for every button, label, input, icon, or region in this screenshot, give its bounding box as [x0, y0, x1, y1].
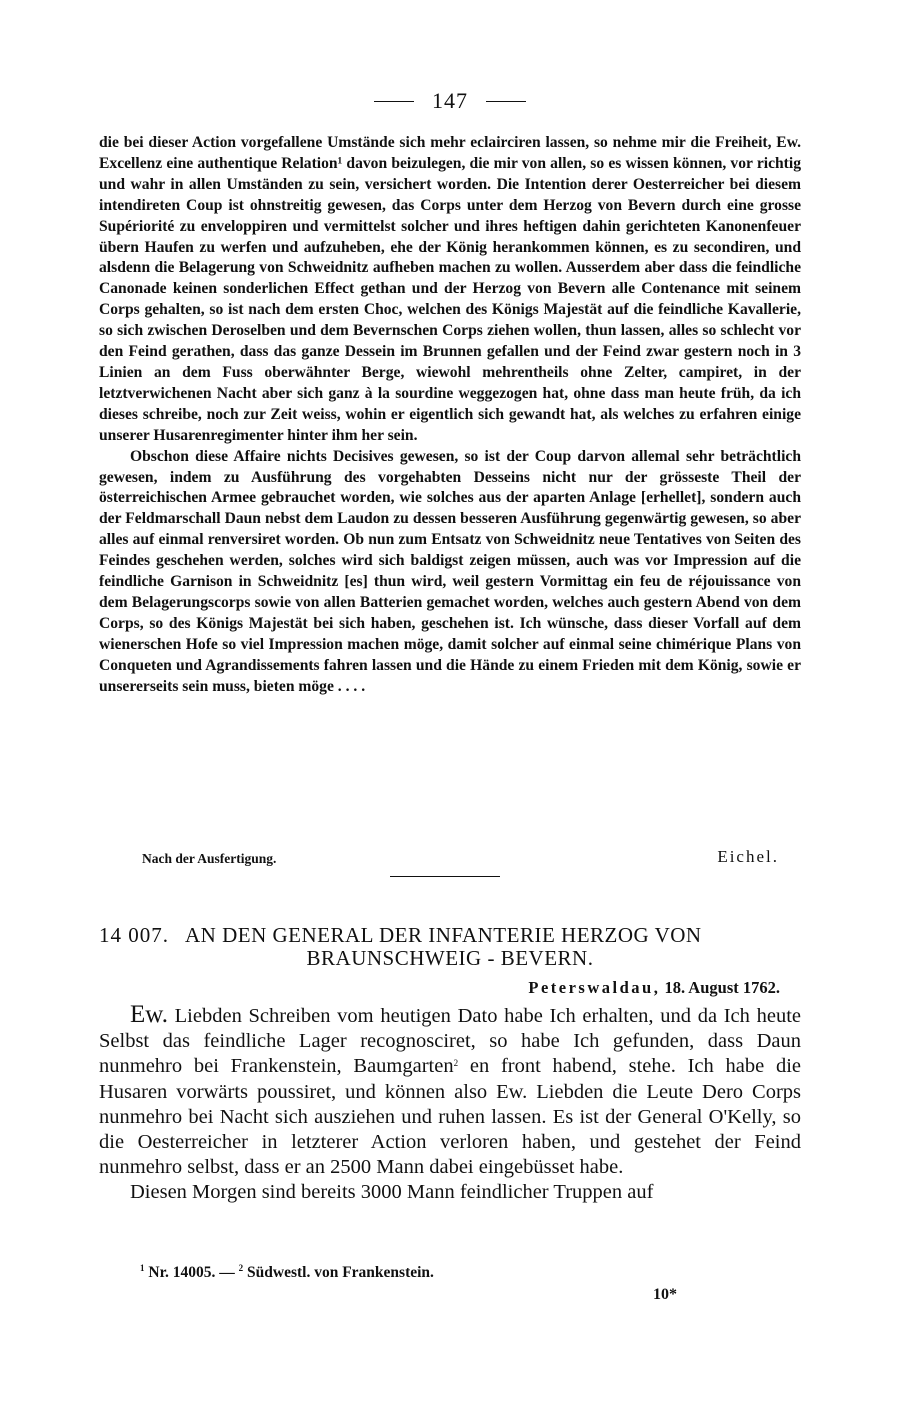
signer-name: Eichel. — [717, 847, 779, 866]
main-paragraph-1-text-a: Liebden Schreiben vom heutigen Dato habe Ich erhalten, und da Ich heute Selbst das feindliche Lager recognosciret, so habe Ich gefunden, dass Daun nunmehro bei Frankenstein, Baumgarten — [99, 1005, 801, 1078]
main-paragraph-1 — [99, 1002, 801, 1180]
page-header — [0, 88, 900, 114]
printer-signature-mark: 10* — [653, 1286, 677, 1303]
main-paragraph-1-text-b: en front habend, stehe. Ich habe die Husaren vorwärts poussiret, und können also Ew. Liebden die Leute Dero Corps nunmehro bei Nacht sich ausziehen und ruhen lassen. Es ist der General O'Kelly, so die Oesterreicher in letzterer Action verloren haben, und gestehet der Feind nunmehro selbst, dass er an 2500 Mann dabei eingebüsset habe. — [99, 1055, 801, 1179]
header-rule-left — [374, 101, 414, 102]
footnote-ref-2: 2 — [453, 1058, 459, 1069]
document-heading — [99, 924, 801, 970]
letter-paragraph-1: die bei dieser Action vorgefallene Umstände sich mehr eclairciren lassen, so nehme mir die Freiheit, Ew. Excellenz eine authentique Relation¹ davon beizulegen, die mir von allen, so es wissen können, vor richtig und wahr in allen Umständen zu sein, versichert worden. Die Intention derer Oesterreicher bei diesem intendireten Coup ist ohnstreitig gewesen, das Corps unter dem Herzog von Bevern durch eine grosse Supériorité zu enveloppiren und vermittelst solcher und ihres heftigen dahin gerichteten Kanonenfeuer übern Haufen zu werfen und aufzuheben, ehe der König herankommen können, es zu secondiren, und alsdenn die Belagerung von Schweidnitz aufheben machen zu wollen. Ausserdem aber dass die feindliche Canonade keinen sonderlichen Effect gethan und der Herzog von Bevern alle Contenance mit seinem Corps gehalten, so ist nach dem ersten Choc, welchen des Königs Majestät auf die feindliche Kavallerie, so sich zwischen Deroselben und dem Bevernschen Corps ziehen wollen, thun lassen, alles so schlecht vor den Feind gerathen, dass das ganze Dessein im Brunnen gefallen und der Feind zwar gestern noch in 3 Linien an dem Fuss oberwähnter Berge, wiewohl mehrentheils ohne Zelter, campiret, in der letztverwichenen Nacht aber sich ganz à la sourdine weggezogen hat, ohne dass man heute früh, da ich dieses schreibe, noch zur Zeit weiss, wohin er eigentlich sich gewandt hat, als welches zu erfahren einige unserer Husarenregimenter hinter ihm her sein. — [99, 134, 801, 444]
letter-paragraph-2: Obschon diese Affaire nichts Decisives gewesen, so ist der Coup darvon allemal sehr beträchtlich gewesen, indem zu Ausführung des vorgehabten Desseins nicht nur der grösseste Theil der österreichischen Armee gebrauchet worden, wie solches aus der aparten Anlage [erhellet], sondern auch der Feldmarschall Daun nebst dem Laudon zu dessen besseren Ausführung gegenwärtig gewesen, so aber alles auf einmal renversiret worden. Ob nun zum Entsatz von Schweidnitz neue Tentatives von Seiten des Feindes geschehen werden, solches wird sich baldigst zeigen müssen, auch was vor Impression auf die feindliche Garnison in Schweidnitz [es] thun wird, weil gestern Vormittag ein feu de réjouissance von dem Belagerungscorps sowie von allen Batterien gemachet worden, welches auch gestern Abend von dem Corps, so des Königs Majestät bei sich haben, geschehen ist. Ich wünsche, dass dieser Vorfall auf dem wienerschen Hofe so viel Impression machen möge, damit solcher auf einmal seine chimérique Plans von Conqueten und Agrandissements fahren lassen und die Hände zu einem Frieden mit dem König, sowie er unsererseits sein muss, bieten möge . . . . — [99, 447, 801, 695]
footnotes — [140, 1264, 434, 1282]
footnote-1-text: Nr. 14005. — — [148, 1264, 235, 1281]
section-divider — [390, 876, 500, 877]
place-name: Peterswaldau, — [528, 978, 661, 997]
footnote-2-marker: 2 — [238, 1263, 244, 1273]
footnote-2-text: Südwestl. von Frankenstein. — [247, 1264, 434, 1281]
document-title-line-2: BRAUNSCHWEIG - BEVERN. — [306, 946, 594, 970]
page-number: 147 — [432, 88, 468, 113]
footnote-1-marker: 1 — [140, 1263, 145, 1273]
header-rule-right — [486, 101, 526, 102]
salutation-initial: Ew. — [130, 1001, 168, 1028]
main-paragraph-2: Diesen Morgen sind bereits 3000 Mann feindlicher Truppen auf — [130, 1181, 654, 1204]
source-note: Nach der Ausfertigung. — [142, 851, 277, 866]
document-title-line-1: AN DEN GENERAL DER INFANTERIE HERZOG VON — [185, 923, 702, 947]
main-letter-text — [99, 1002, 801, 1206]
letter-date: 18. August 1762. — [664, 978, 780, 997]
letter-body — [99, 133, 801, 697]
place-date-line — [528, 978, 780, 998]
document-number: 14 007. — [99, 923, 169, 947]
